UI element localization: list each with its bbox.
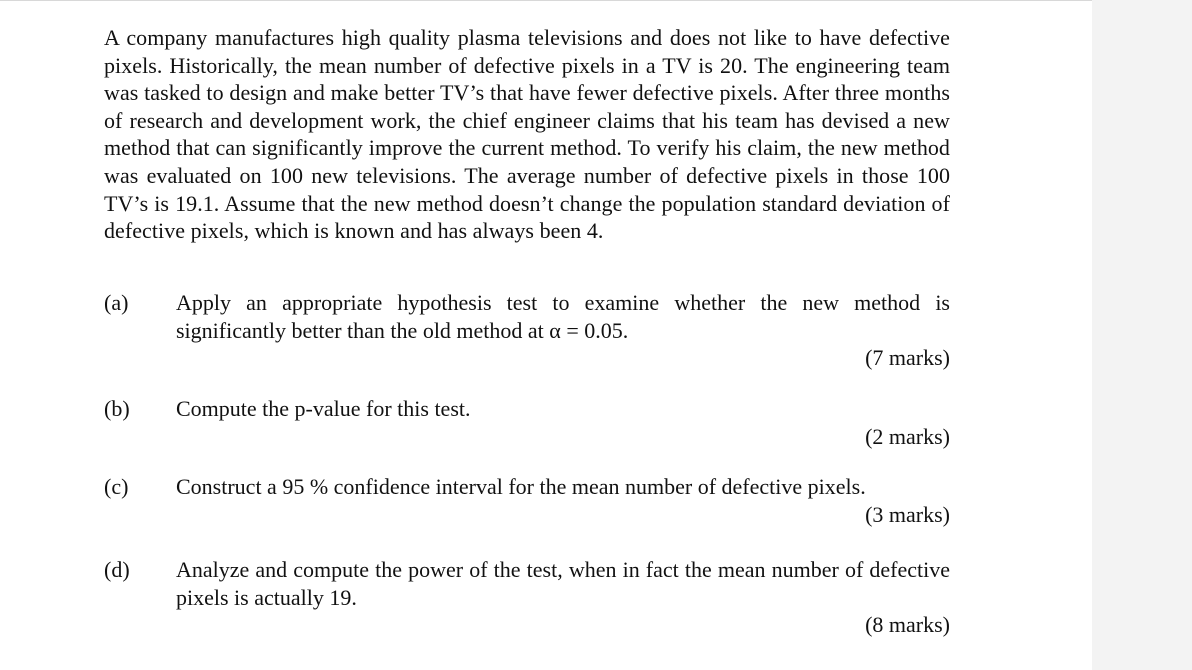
question-label: (d) [104,557,130,582]
document-page [104,24,951,638]
side-margin-panel [1092,0,1192,670]
question-a [104,289,950,372]
top-border [0,0,1092,1]
question-marks: (3 marks) [865,501,950,527]
question-text-line: significantly better than the old method at α = 0.05. [176,317,629,343]
question-label: (c) [104,474,129,499]
question-text [176,473,950,501]
question-text-line: defective pixels is actually 19. [176,557,951,610]
question-text [176,289,950,344]
intro-line: engineering team was tasked to design and make better TV’s that have fewer defective [104,52,950,106]
question-marks: (7 marks) [865,345,950,371]
question-text-line: Analyze and compute the power of the test, when in fact the mean number of [176,557,864,582]
intro-line: average number of defective pixels in those 100 TV’s is 19.1. Assume that the new [104,162,950,216]
question-d [104,556,950,639]
question-c [104,473,950,528]
intro-line: defective pixels. Historically, the mean number of defective pixels in a TV is 20. The [104,25,950,78]
question-b [104,395,950,450]
question-marks: (8 marks) [865,612,950,638]
question-text [176,556,950,611]
question-text-line: Construct a 95 % confidence interval for the mean number of defective pixels. [176,474,866,499]
intro-line: A company manufactures high quality plasma televisions and does not like to have [104,25,862,50]
question-label: (b) [104,396,130,421]
question-text-line: Compute the p-value for this test. [176,396,471,421]
question-marks: (2 marks) [865,423,950,449]
intro-line: method. To verify his claim, the new method was evaluated on 100 new televisions. The [104,135,950,188]
question-text-line: Apply an appropriate hypothesis test to examine whether the new method is [176,290,950,315]
problem-statement [104,24,950,245]
intro-line: pixels. After three months of research and development work, the chief engineer claims [104,80,950,133]
intro-line: that his team has devised a new method that can significantly improve the current [104,107,950,161]
intro-line: method doesn’t change the population standard deviation of defective pixels, which is [104,190,950,244]
question-text [176,395,950,423]
intro-line: known and has always been 4. [334,218,604,244]
question-label: (a) [104,290,129,315]
